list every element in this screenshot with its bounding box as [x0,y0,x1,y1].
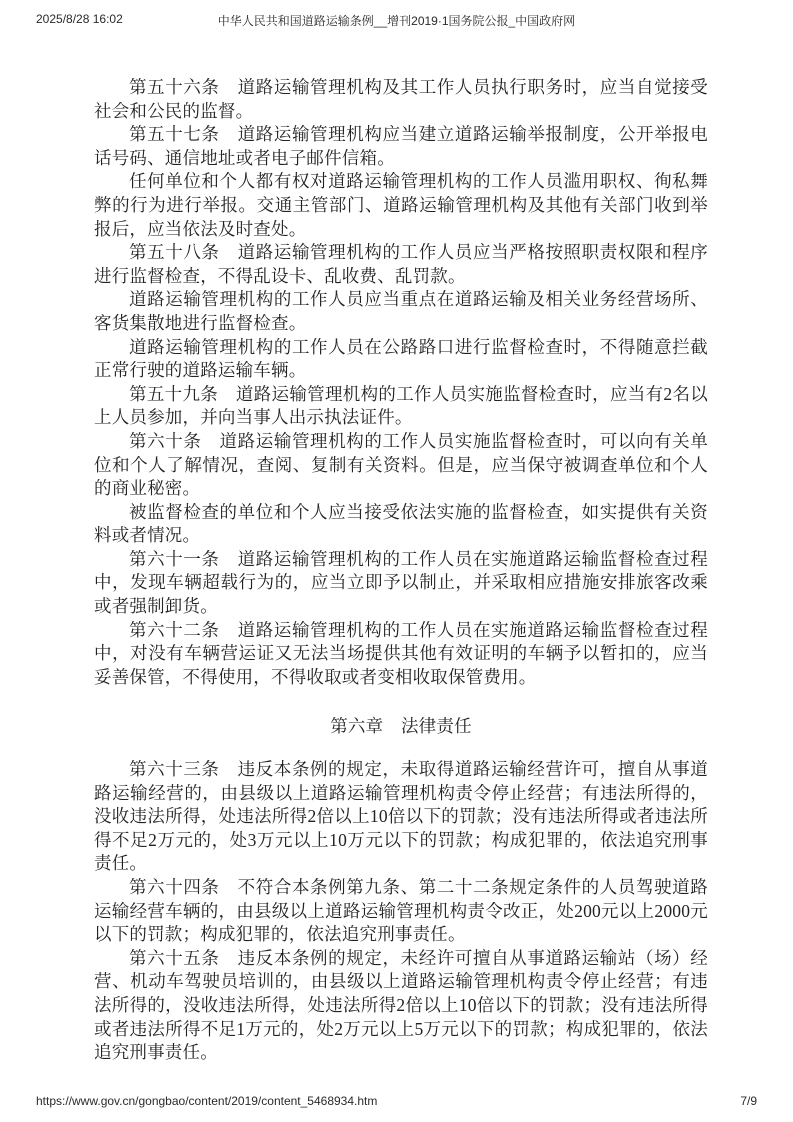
source-url: https://www.gov.cn/gongbao/content/2019/content_5468934.htm [36,1094,378,1108]
print-header [36,12,757,28]
paragraph-article-60: 第六十条 道路运输管理机构的工作人员实施监督检查时，可以向有关单位和个人了解情况，查阅、复制有关资料。但是，应当保守被调查单位和个人的商业秘密。 [94,430,708,499]
paragraph: 道路运输管理机构的工作人员应当重点在道路运输及相关业务经营场所、客货集散地进行监督检查。 [94,289,708,333]
paragraph-article-62: 第六十二条 道路运输管理机构的工作人员在实施道路运输监督检查过程中，对没有车辆营运证又无法当场提供其他有效证明的车辆予以暂扣的，应当妥善保管，不得使用，不得收取或者变相收取保管费用。 [94,619,708,687]
paragraph: 道路运输管理机构的工作人员在公路路口进行监督检查时，不得随意拦截正常行驶的道路运输车辆。 [94,336,708,381]
paragraph-article-57: 第五十七条 道路运输管理机构应当建立道路运输举报制度，公开举报电话号码、通信地址或者电子邮件信箱。 [94,124,708,168]
paragraph-article-64: 第六十四条 不符合本条例第九条、第二十二条规定条件的人员驾驶道路运输经营车辆的，由县级以上道路运输管理机构责令改正，处200元以上2000元以下的罚款；构成犯罪的，依法追究刑事责任。 [94,877,708,945]
document-title: 中华人民共和国道路运输条例__增刊2019·1国务院公报_中国政府网 [217,14,576,28]
paragraph-article-56: 第五十六条 道路运输管理机构及其工作人员执行职务时，应当自觉接受社会和公民的监督。 [94,77,708,121]
page-number-indicator: 7/9 [740,1094,757,1108]
paragraph-article-59: 第五十九条 道路运输管理机构的工作人员实施监督检查时，应当有2名以上人员参加，并向当事人出示执法证件。 [94,383,708,428]
paragraph: 被监督检查的单位和个人应当接受依法实施的监督检查，如实提供有关资料或者情况。 [94,501,708,546]
document-body [94,76,708,1065]
chapter-heading: 第六章 法律责任 [330,716,472,737]
print-footer [36,1094,757,1110]
paragraph-article-58: 第五十八条 道路运输管理机构的工作人员应当严格按照职责权限和程序进行监督检查，不得乱设卡、乱收费、乱罚款。 [94,242,708,286]
print-timestamp: 2025/8/28 16:02 [36,12,123,26]
paragraph-article-65: 第六十五条 违反本条例的规定，未经许可擅自从事道路运输站（场）经营、机动车驾驶员培训的，由县级以上道路运输管理机构责令停止经营；有违法所得的，没收违法所得，处违法所得2倍以上10倍以下的罚款；没有违法所得或者违法所得不足1万元的，处2万元以上5万元以下的罚款；构成犯罪的，依法追究刑事责任。 [94,947,708,1063]
paragraph-article-63: 第六十三条 违反本条例的规定，未取得道路运输经营许可，擅自从事道路运输经营的，由县级以上道路运输管理机构责令停止经营；有违法所得的，没收违法所得，处违法所得2倍以上10倍以下的罚款；没有违法所得或者违法所得不足2万元的，处3万元以上10万元以下的罚款；构成犯罪的，依法追究刑事责任。 [94,759,708,874]
paragraph: 任何单位和个人都有权对道路运输管理机构的工作人员滥用职权、徇私舞弊的行为进行举报。交通主管部门、道路运输管理机构及其他有关部门收到举报后，应当依法及时查处。 [94,171,708,239]
paragraph-article-61: 第六十一条 道路运输管理机构的工作人员在实施道路运输监督检查过程中，发现车辆超载行为的，应当立即予以制止，并采取相应措施安排旅客改乘或者强制卸货。 [94,548,708,617]
